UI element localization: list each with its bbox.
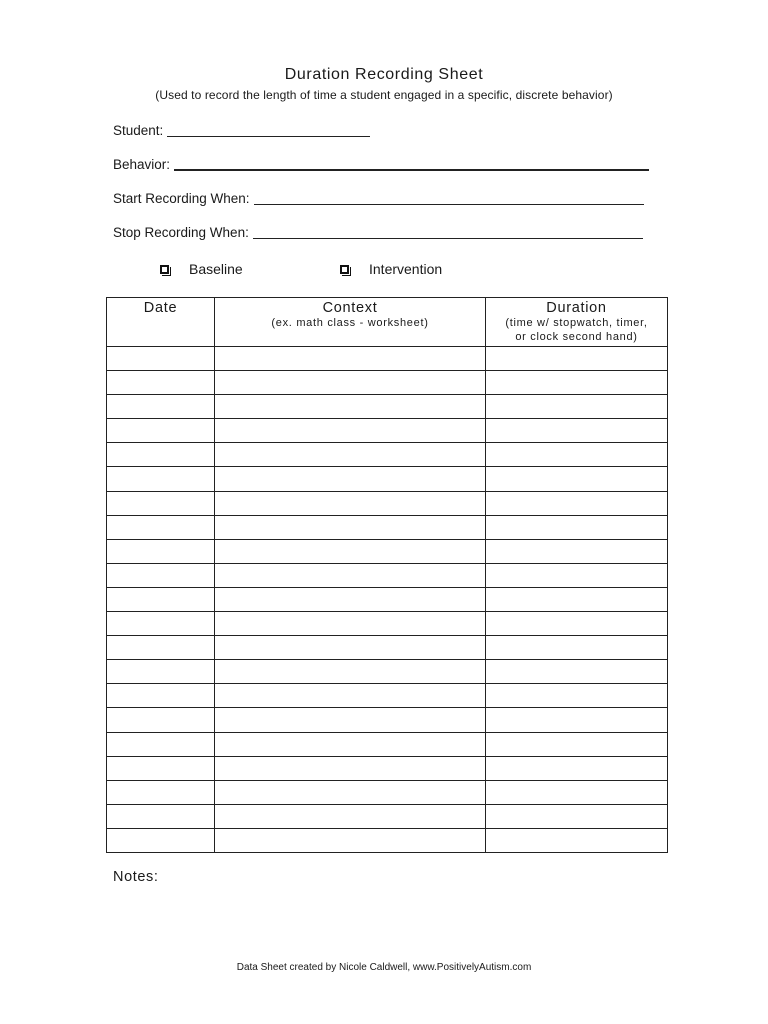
context-cell[interactable] — [215, 660, 486, 684]
date-cell[interactable] — [107, 612, 215, 636]
behavior-field[interactable] — [113, 154, 649, 172]
table-row — [107, 636, 668, 660]
context-cell[interactable] — [215, 347, 486, 371]
stop-recording-line[interactable] — [253, 224, 643, 239]
page-subtitle: (Used to record the length of time a student engaged in a specific, discrete behavior) — [155, 88, 613, 102]
duration-cell[interactable] — [486, 347, 668, 371]
student-label: Student: — [113, 123, 164, 138]
date-cell[interactable] — [107, 587, 215, 611]
date-cell[interactable] — [107, 756, 215, 780]
table-row — [107, 756, 668, 780]
duration-cell[interactable] — [486, 371, 668, 395]
duration-header-label: Duration — [546, 300, 607, 316]
context-column-header — [215, 298, 486, 347]
context-cell[interactable] — [215, 563, 486, 587]
date-cell[interactable] — [107, 563, 215, 587]
duration-cell[interactable] — [486, 395, 668, 419]
duration-cell[interactable] — [486, 660, 668, 684]
stop-recording-field[interactable] — [113, 222, 643, 240]
duration-cell[interactable] — [486, 684, 668, 708]
baseline-label: Baseline — [189, 261, 243, 277]
baseline-option[interactable] — [160, 261, 243, 277]
context-cell[interactable] — [215, 804, 486, 828]
date-cell[interactable] — [107, 539, 215, 563]
date-column-header — [107, 298, 215, 347]
context-cell[interactable] — [215, 780, 486, 804]
table-row — [107, 684, 668, 708]
duration-cell[interactable] — [486, 467, 668, 491]
context-cell[interactable] — [215, 491, 486, 515]
duration-header-hint-2: or clock second hand) — [515, 331, 638, 343]
date-cell[interactable] — [107, 467, 215, 491]
duration-cell[interactable] — [486, 443, 668, 467]
duration-header-hint-1: (time w/ stopwatch, timer, — [505, 317, 648, 329]
date-cell[interactable] — [107, 708, 215, 732]
start-recording-line[interactable] — [254, 190, 644, 205]
date-cell[interactable] — [107, 828, 215, 852]
table-row — [107, 660, 668, 684]
table-row — [107, 371, 668, 395]
context-cell[interactable] — [215, 708, 486, 732]
table-row — [107, 347, 668, 371]
context-cell[interactable] — [215, 828, 486, 852]
table-row — [107, 515, 668, 539]
date-cell[interactable] — [107, 780, 215, 804]
context-cell[interactable] — [215, 371, 486, 395]
footer-credit: Data Sheet created by Nicole Caldwell, www.PositivelyAutism.com — [236, 962, 532, 973]
date-cell[interactable] — [107, 443, 215, 467]
duration-cell[interactable] — [486, 515, 668, 539]
context-header-hint: (ex. math class - worksheet) — [271, 317, 429, 329]
context-cell[interactable] — [215, 732, 486, 756]
duration-log-table — [106, 297, 668, 853]
table-header-row — [107, 298, 668, 347]
date-cell[interactable] — [107, 395, 215, 419]
context-cell[interactable] — [215, 636, 486, 660]
behavior-label: Behavior: — [113, 157, 171, 172]
table-row — [107, 780, 668, 804]
date-cell[interactable] — [107, 684, 215, 708]
duration-cell[interactable] — [486, 539, 668, 563]
table-row — [107, 395, 668, 419]
context-cell[interactable] — [215, 756, 486, 780]
date-cell[interactable] — [107, 660, 215, 684]
context-cell[interactable] — [215, 539, 486, 563]
duration-cell[interactable] — [486, 804, 668, 828]
table-row — [107, 612, 668, 636]
date-cell[interactable] — [107, 636, 215, 660]
table-row — [107, 804, 668, 828]
date-cell[interactable] — [107, 804, 215, 828]
baseline-checkbox[interactable] — [160, 265, 169, 274]
start-recording-label: Start Recording When: — [113, 191, 250, 206]
date-cell[interactable] — [107, 419, 215, 443]
table-body — [107, 347, 668, 853]
context-cell[interactable] — [215, 395, 486, 419]
intervention-option[interactable] — [340, 261, 442, 277]
table-row — [107, 443, 668, 467]
duration-cell[interactable] — [486, 756, 668, 780]
table-row — [107, 828, 668, 852]
duration-cell[interactable] — [486, 828, 668, 852]
table-row — [107, 708, 668, 732]
date-cell[interactable] — [107, 491, 215, 515]
duration-cell[interactable] — [486, 732, 668, 756]
context-cell[interactable] — [215, 443, 486, 467]
page-title: Duration Recording Sheet — [284, 66, 484, 83]
date-header-label: Date — [143, 300, 178, 316]
context-cell[interactable] — [215, 684, 486, 708]
context-header-label: Context — [322, 300, 378, 316]
intervention-label: Intervention — [369, 261, 443, 277]
date-cell[interactable] — [107, 515, 215, 539]
duration-cell[interactable] — [486, 587, 668, 611]
student-field[interactable] — [113, 120, 370, 138]
duration-cell[interactable] — [486, 780, 668, 804]
table-row — [107, 491, 668, 515]
date-cell[interactable] — [107, 347, 215, 371]
context-cell[interactable] — [215, 515, 486, 539]
stop-recording-label: Stop Recording When: — [113, 225, 249, 240]
table-row — [107, 467, 668, 491]
table-row — [107, 539, 668, 563]
date-cell[interactable] — [107, 732, 215, 756]
duration-cell[interactable] — [486, 636, 668, 660]
context-cell[interactable] — [215, 612, 486, 636]
start-recording-field[interactable] — [113, 188, 644, 206]
duration-cell[interactable] — [486, 708, 668, 732]
duration-cell[interactable] — [486, 491, 668, 515]
table-row — [107, 732, 668, 756]
student-line[interactable] — [167, 122, 370, 137]
behavior-line[interactable] — [174, 155, 649, 171]
duration-column-header — [486, 298, 668, 347]
context-cell[interactable] — [215, 587, 486, 611]
table-row — [107, 419, 668, 443]
table-row — [107, 563, 668, 587]
table-row — [107, 587, 668, 611]
duration-cell[interactable] — [486, 612, 668, 636]
intervention-checkbox[interactable] — [340, 265, 349, 274]
duration-cell[interactable] — [486, 563, 668, 587]
notes-label: Notes: — [113, 869, 159, 885]
context-cell[interactable] — [215, 467, 486, 491]
date-cell[interactable] — [107, 371, 215, 395]
duration-cell[interactable] — [486, 419, 668, 443]
context-cell[interactable] — [215, 419, 486, 443]
